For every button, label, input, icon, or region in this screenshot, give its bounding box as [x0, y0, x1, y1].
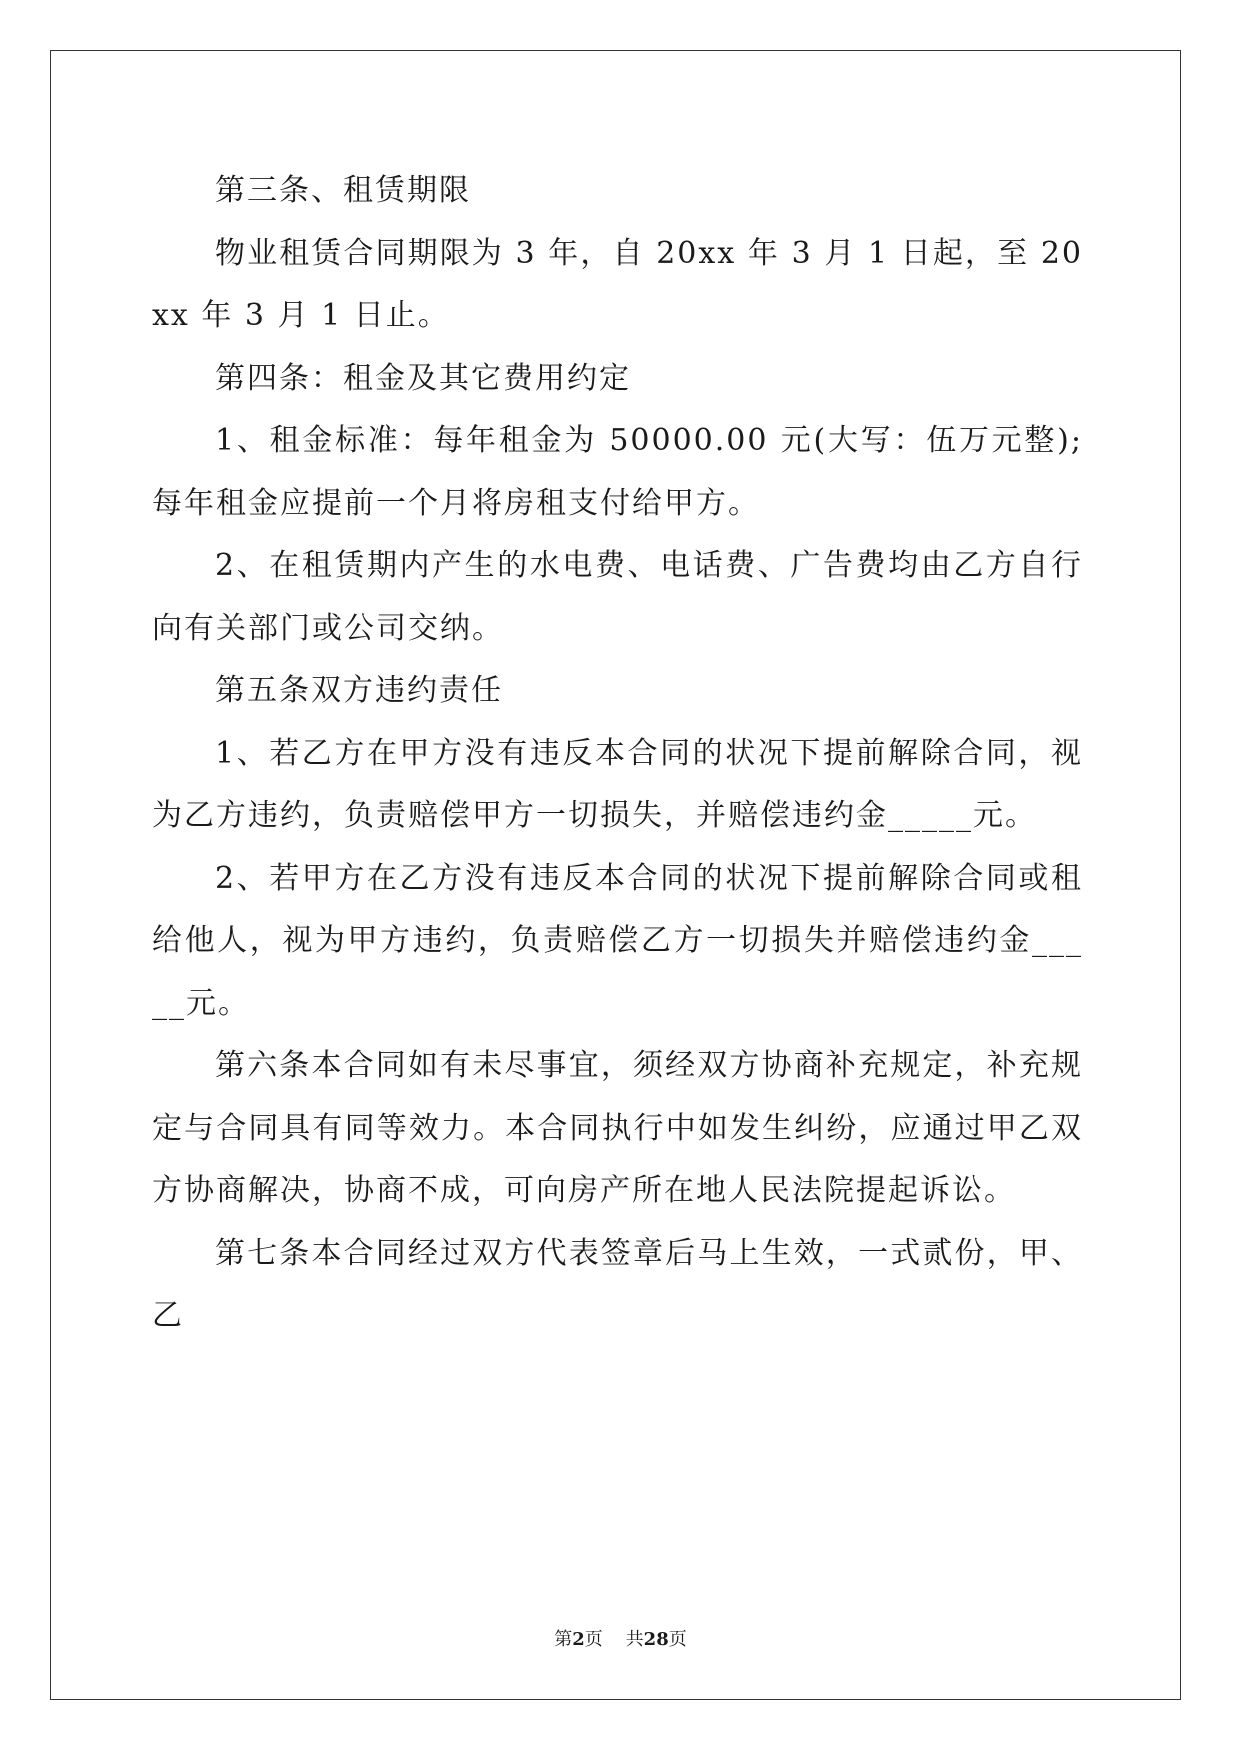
footer-page-suffix: 页 [584, 1629, 603, 1650]
heading-article-4: 第四条：租金及其它费用约定 [215, 360, 631, 396]
footer-total-prefix: 共 [625, 1629, 644, 1650]
paragraph-rent-standard: 1、租金标准：每年租金为 50000.00 元(大写：伍万元整);每年租金应提前一个月将房租支付给甲方。 [152, 423, 1083, 521]
paragraph-utility-fees: 2、在租赁期内产生的水电费、电话费、广告费均由乙方自行向有关部门或公司交纳。 [152, 548, 1083, 646]
heading-article-3: 第三条、租赁期限 [215, 173, 471, 208]
paragraph-tenant-breach: 1、若乙方在甲方没有违反本合同的状况下提前解除合同，视为乙方违约，负责赔偿甲方一切损失，并赔偿违约金_____元。 [152, 735, 1083, 833]
heading-article-5: 第五条双方违约责任 [215, 673, 503, 708]
footer-page-number: 2 [572, 1629, 585, 1650]
footer-prefix: 第 [554, 1629, 573, 1650]
page-footer [0, 1625, 1241, 1651]
paragraph-lease-term: 物业租赁合同期限为 3 年，自 20xx 年 3 月 1 日起，至 20xx 年 3 月 1 日止。 [152, 235, 1083, 333]
paragraph-article-6: 第六条本合同如有未尽事宜，须经双方协商补充规定，补充规定与合同具有同等效力。本合同执行中如发生纠纷，应通过甲乙双方协商解决，协商不成，可向房产所在地人民法院提起诉讼。 [152, 1048, 1083, 1208]
footer-total-suffix: 页 [668, 1629, 687, 1650]
paragraph-article-7: 第七条本合同经过双方代表签章后马上生效，一式贰份，甲、乙 [152, 1235, 1083, 1333]
document-body [152, 160, 1083, 1348]
footer-total-pages: 28 [643, 1629, 669, 1650]
paragraph-landlord-breach: 2、若甲方在乙方没有违反本合同的状况下提前解除合同或租给他人，视为甲方违约，负责赔偿乙方一切损失并赔偿违约金_____元。 [152, 860, 1083, 1021]
